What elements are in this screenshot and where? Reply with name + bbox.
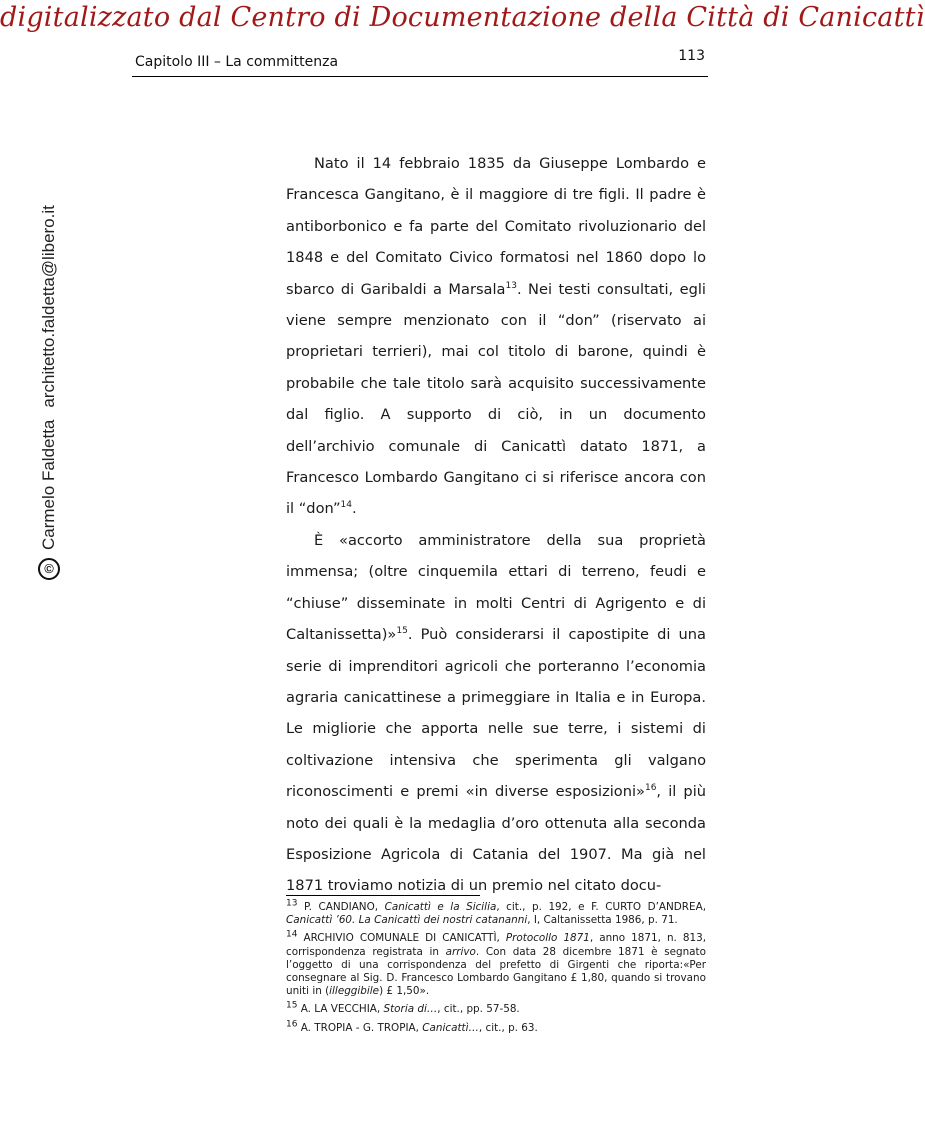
chapter-title: Capitolo III – La committenza: [135, 54, 339, 70]
side-copyright-credit: [38, 205, 60, 580]
page-header: [132, 46, 708, 77]
italic-text: Canicattì e la Sicilia: [384, 901, 497, 913]
footnote: $^{13}$ P. CANDIANO, Canicattì e la Sicilia, cit., p. 192, e F. CURTO D’ANDREA, Canicattì ’60. La Canicattì dei nostri catananni, I, Caltanissetta 1986, p. 71.: [286, 898, 706, 927]
italic-text: arrivo: [445, 945, 476, 958]
footnote: $^{15}$ A. LA VECCHIA, Storia di…, cit., pp. 57-58.: [286, 1000, 520, 1016]
footnote-ref: 14: [340, 500, 352, 511]
italic-text: Storia di…: [383, 1003, 438, 1016]
page-number: 113: [678, 48, 705, 64]
italic-text: Protocollo 1871: [505, 932, 590, 945]
footnote-ref: 16: [644, 783, 657, 794]
footnote-separator: [286, 895, 480, 896]
footnote-ref: 15: [396, 626, 408, 637]
paragraph: Nato il 14 febbraio 1835 da Giuseppe Lombardo e Francesca Gangitano, è il maggiore di tre figli. Il padre è antiborbonico e fa parte del Comitato rivoluzionario del 1848 e del Comitato Civico formatosi nel 1860 dopo lo sbarco di Garibaldi a Marsala$^{13}$. Nei testi consultati, egli viene sempre menzionato con il “don” (riservato ai proprietari terrieri), mai col titolo di barone, quindi è probabile che tale titolo sarà acquisito successivamente dal figlio. A supporto di ciò, in un documento dell’archivio comunale di Canicattì datato 1871, a Francesco Lombardo Gangitano ci si riferisce ancora con il “don”$^{14}$.: [286, 155, 706, 518]
footnote-ref: 16: [286, 1019, 298, 1030]
author-email: architetto.faldetta@libero.it: [39, 205, 58, 408]
footnote: $^{14}$ ARCHIVIO COMUNALE DI CANICATTÌ, Protocollo 1871, anno 1871, n. 813, corrispondenza registrata in arrivo. Con data 28 dicembre 1871 è segnato l’oggetto di una corrispondenza del prefetto di Girgenti che riporta:«Per consegnare al Sig. D. Francesco Lombardo Gangitano £ 1,80, quando si trovano uniti in (illeggibile) £ 1,50».: [286, 929, 707, 998]
footnotes: [286, 898, 707, 1040]
copyright-icon: ©: [38, 558, 60, 580]
body-text: [286, 148, 706, 902]
digitization-watermark: digitalizzato dal Centro di Documentazione della Città di Canicattì: [0, 2, 925, 33]
author-name: Carmelo Faldetta: [39, 419, 58, 550]
italic-text: illeggibile: [329, 985, 380, 998]
paragraph: È «accorto amministratore della sua proprietà immensa; (oltre cinquemila ettari di terreno, feudi e “chiuse” disseminate in molti Centri di Agrigento e di Caltanissetta)»$^{15}$. Può considerarsi il capostipite di una serie di imprenditori agricoli che porteranno l’economia agraria canicattinese a primeggiare in Italia e in Europa. Le migliorie che apporta nelle sue terre, i sistemi di coltivazione intensiva che sperimenta gli valgano riconoscimenti e premi «in diverse esposizioni»$^{16}$, il più noto dei quali è la medaglia d’oro ottenuta alla seconda Esposizione Agricola di Catania del 1907. Ma già nel 1871 troviamo notizia di un premio nel citato docu-: [286, 531, 706, 895]
italic-text: Canicattì ’60. La Canicattì dei nostri catananni: [286, 914, 528, 927]
footnote-ref: 14: [286, 929, 298, 940]
footnote: $^{16}$ A. TROPIA - G. TROPIA, Canicattì…, cit., p. 63.: [286, 1019, 538, 1034]
italic-text: Canicattì…: [422, 1021, 479, 1034]
footnote-ref: 15: [286, 1000, 298, 1011]
footnote-ref: 13: [286, 898, 298, 909]
footnote-ref: 13: [505, 280, 517, 291]
